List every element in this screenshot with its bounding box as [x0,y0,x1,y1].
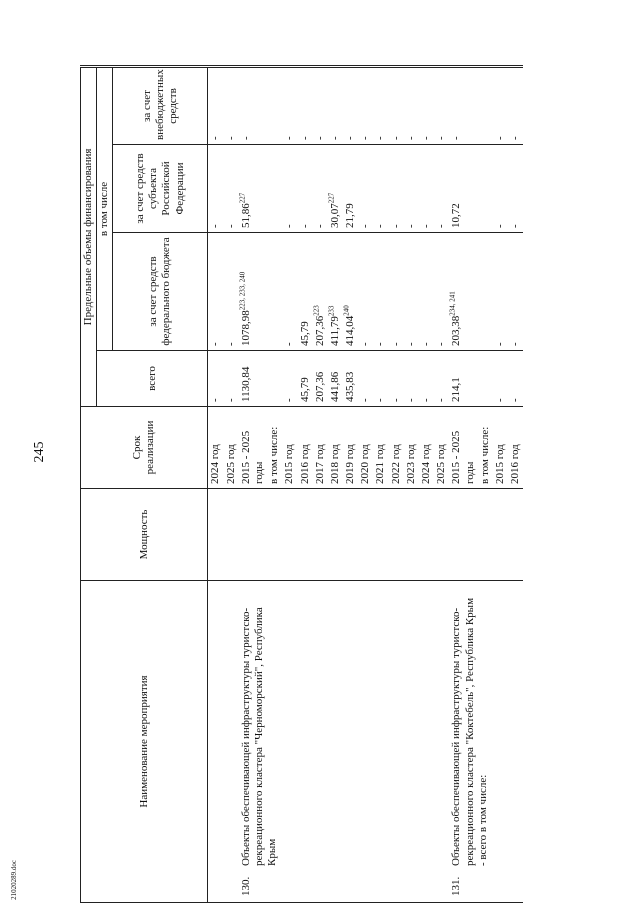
subject-cell-value: - [374,224,387,228]
offbudget-cell [358,66,373,144]
header-federal: за счет средств федерального бюджета [113,233,208,351]
table-row [449,12,477,902]
offbudget-cell-value: - [344,136,357,140]
total-cell [373,351,388,407]
subject-cell [508,145,523,233]
total-cell-value: 45,79 [298,377,311,402]
offbudget-cell-value: - [509,136,522,140]
total-cell [343,351,358,407]
subject-cell [404,145,419,233]
offbudget-cell [389,66,404,144]
spacer-cell [298,12,313,66]
subject-cell [298,145,313,233]
name-cell-empty [224,581,239,903]
item-number: 131. [450,876,463,896]
offbudget-cell-value: - [359,136,372,140]
table-row [224,12,239,902]
offbudget-cell [343,66,358,144]
total-cell [493,351,508,407]
period-cell: 2015 - 2025 годы [239,407,267,489]
spacer-cell [404,12,419,66]
total-cell-value: 1130,84 [239,366,252,402]
table-row [239,12,267,902]
subject-cell [449,145,477,233]
offbudget-cell-value: - [224,136,237,140]
period-cell: 2024 год [208,407,224,489]
spacer-cell [449,12,477,66]
federal-cell-value: - [509,342,522,346]
spacer-cell [313,12,328,66]
spacer-cell [508,12,523,66]
subject-cell [208,145,224,233]
total-cell [434,351,449,407]
total-cell [389,351,404,407]
federal-cell [343,233,358,351]
federal-cell [358,233,373,351]
period-cell: 2022 год [389,407,404,489]
offbudget-cell [449,66,477,144]
federal-cell-footnote: 233 [327,305,336,317]
name-cell-empty [208,581,224,903]
table-row [208,12,224,902]
offbudget-cell [508,66,523,144]
federal-cell [313,233,328,351]
total-cell [282,351,297,407]
federal-cell [373,233,388,351]
federal-cell-footnote: 223 [312,305,321,316]
period-cell: 2016 год [298,407,313,489]
offbudget-cell-value: - [493,136,506,140]
spacer-cell [328,12,343,66]
header-offbudget: за счет внебюджетных средств [113,66,208,144]
offbudget-cell-value: - [420,136,432,140]
subject-cell-value: 30,07 [328,203,341,228]
subject-cell [493,145,508,233]
total-cell-value: - [389,398,402,402]
total-cell-value: 435,83 [344,371,357,402]
federal-cell-value: - [493,342,506,346]
total-cell [419,351,434,407]
subject-cell-value: - [389,224,402,228]
offbudget-cell [419,66,434,144]
header-including: в том числе [97,66,113,350]
federal-cell-value: - [359,342,372,346]
spacer-cell [434,12,449,66]
spacer-cell [493,12,508,66]
subject-cell [419,145,434,233]
total-cell-value: - [283,398,296,402]
federal-cell [449,233,477,351]
total-cell [328,351,343,407]
federal-cell-footnote: 223, 233, 240 [238,271,247,311]
offbudget-cell [434,66,449,144]
spacer-cell [358,12,373,66]
subject-cell [389,145,404,233]
spacer-cell [373,12,388,66]
spacer-cell [389,12,404,66]
offbudget-cell-value: - [435,136,448,140]
total-cell [449,351,477,407]
offbudget-cell [328,66,343,144]
federal-cell [404,233,419,351]
federal-cell [267,233,282,351]
header-total: всего [97,351,208,407]
subject-cell-value: 51,86 [239,203,252,228]
offbudget-cell-value: - [239,136,252,140]
total-cell-value: 207,36 [313,371,326,402]
total-cell [224,351,239,407]
period-cell: 2021 год [373,407,388,489]
subject-cell-value: 10,72 [450,203,463,228]
subject-cell [239,145,267,233]
total-cell-value: - [374,398,387,402]
item-number: 130. [239,876,252,896]
period-cell: 2015 год [493,407,508,489]
federal-cell [389,233,404,351]
spacer-cell [478,12,493,66]
period-cell: 2018 год [328,407,343,489]
spacer-cell [343,12,358,66]
offbudget-cell [208,66,224,144]
federal-cell [208,233,224,351]
total-cell [508,351,523,407]
federal-cell [298,233,313,351]
spacer-cell [267,12,282,66]
federal-cell [508,233,523,351]
federal-cell-value: - [374,342,387,346]
federal-cell-value: - [420,342,432,346]
subject-cell [434,145,449,233]
federal-cell-value: 207,36 [313,315,326,346]
total-cell [208,351,224,407]
federal-cell-value: - [389,342,402,346]
subject-cell-value: - [509,224,522,228]
offbudget-cell-value: - [404,136,417,140]
total-cell [239,351,267,407]
federal-cell [328,233,343,351]
subject-cell [224,145,239,233]
spacer-cell [282,12,297,66]
total-cell [267,351,282,407]
federal-cell [419,233,434,351]
total-cell [298,351,313,407]
total-cell [404,351,419,407]
period-cell: 2024 год [419,407,434,489]
offbudget-cell [298,66,313,144]
subject-cell [313,145,328,233]
subject-cell-value: - [313,224,326,228]
item-name-cell [239,581,450,903]
federal-cell [239,233,267,351]
total-cell-value: - [359,398,372,402]
offbudget-cell [493,66,508,144]
period-cell: 2025 год [434,407,449,489]
subject-cell-footnote: 227 [327,192,336,204]
page-number: 245 [32,441,47,463]
subject-cell-value: - [404,224,417,228]
offbudget-cell [373,66,388,144]
header-period: Срок реализации [81,407,208,489]
table-header [81,12,208,902]
federal-cell-footnote: 234, 241 [448,291,457,316]
subject-cell [373,145,388,233]
subject-cell-value: - [493,224,506,228]
period-cell: 2025 год [224,407,239,489]
offbudget-cell-value: - [450,136,463,140]
total-cell-value: 214,1 [450,377,463,402]
federal-cell [224,233,239,351]
offbudget-cell [478,66,493,144]
subject-cell [267,145,282,233]
federal-cell-value: - [283,342,296,346]
capacity-cell [449,489,523,581]
capacity-cell [239,489,450,581]
total-cell-value: - [493,398,506,402]
total-cell [313,351,328,407]
offbudget-cell [239,66,267,144]
federal-cell-footnote: 240 [342,305,351,316]
federal-cell [478,233,493,351]
offbudget-cell [313,66,328,144]
federal-cell-value: - [209,342,222,346]
subject-cell-value: - [298,224,311,228]
period-cell: 2017 год [313,407,328,489]
offbudget-cell-value: - [313,136,326,140]
federal-cell [282,233,297,351]
spacer-cell [208,12,224,66]
federal-cell-value: 414,04 [344,315,357,346]
federal-cell-value: 203,38 [450,315,463,346]
header-spacer [81,12,208,66]
subject-cell [282,145,297,233]
period-cell: 2020 год [358,407,373,489]
federal-cell-value: - [224,342,237,346]
federal-cell-value: 411,79 [328,316,341,346]
offbudget-cell [267,66,282,144]
spacer-cell [224,12,239,66]
subject-cell-value: - [420,224,432,228]
subject-cell-value: - [209,224,222,228]
item-name-cell [449,581,523,903]
item-name: Объекты обеспечивающей инфраструктуры туристско-рекреационного кластера "Черноморский", Республика Крым [239,607,279,866]
subject-cell [328,145,343,233]
federal-cell-value: - [435,342,448,346]
subject-cell-value: - [224,224,237,228]
header-capacity: Мощность [81,489,208,581]
subject-cell [478,145,493,233]
total-cell [478,351,493,407]
federal-cell-value: - [404,342,417,346]
offbudget-cell [404,66,419,144]
period-cell: в том числе: [478,407,493,489]
offbudget-cell-value: - [328,136,341,140]
subject-cell-value: - [435,224,448,228]
item-name: Объекты обеспечивающей инфраструктуры туристско-рекреационного кластера "Коктебель", Республика Крым - всего в том числе: [450,597,489,866]
total-cell-value: - [209,398,222,402]
total-cell [358,351,373,407]
offbudget-cell-value: - [209,136,222,140]
total-cell-value: - [420,398,432,402]
rotated-table-sheet [80,0,590,903]
document-code: 21020289.doc [10,860,18,900]
subject-cell-value: - [359,224,372,228]
subject-cell [343,145,358,233]
period-cell: в том числе: [267,407,282,489]
period-cell: 2019 год [343,407,358,489]
subject-cell-value: - [283,224,296,228]
period-cell: 2015 год [282,407,297,489]
total-cell-value: - [404,398,417,402]
offbudget-cell-value: - [283,136,296,140]
header-limits: Предельные объемы финансирования [81,66,97,406]
header-name: Наименование мероприятия [81,581,208,903]
financing-table [80,12,523,903]
offbudget-cell-value: - [374,136,387,140]
capacity-cell [224,489,239,581]
table-body [208,12,523,902]
federal-cell [493,233,508,351]
subject-cell [358,145,373,233]
offbudget-cell [224,66,239,144]
total-cell-value: 441,86 [328,371,341,402]
federal-cell-value: 1078,98 [239,310,252,346]
spacer-cell [239,12,267,66]
period-cell: 2016 год [508,407,523,489]
offbudget-cell-value: - [389,136,402,140]
subject-cell-value: 21,79 [344,203,357,228]
period-cell: 2023 год [404,407,419,489]
period-cell: 2015 - 2025 годы [449,407,477,489]
capacity-cell [208,489,224,581]
federal-cell [434,233,449,351]
spacer-cell [419,12,434,66]
total-cell-value: - [435,398,448,402]
total-cell-value: - [224,398,237,402]
subject-cell-footnote: 227 [238,192,247,204]
offbudget-cell-value: - [298,136,311,140]
federal-cell-value: 45,79 [298,321,311,346]
total-cell-value: - [509,398,522,402]
header-subject: за счет средств субъекта Российской Федерации [113,145,208,233]
offbudget-cell [282,66,297,144]
